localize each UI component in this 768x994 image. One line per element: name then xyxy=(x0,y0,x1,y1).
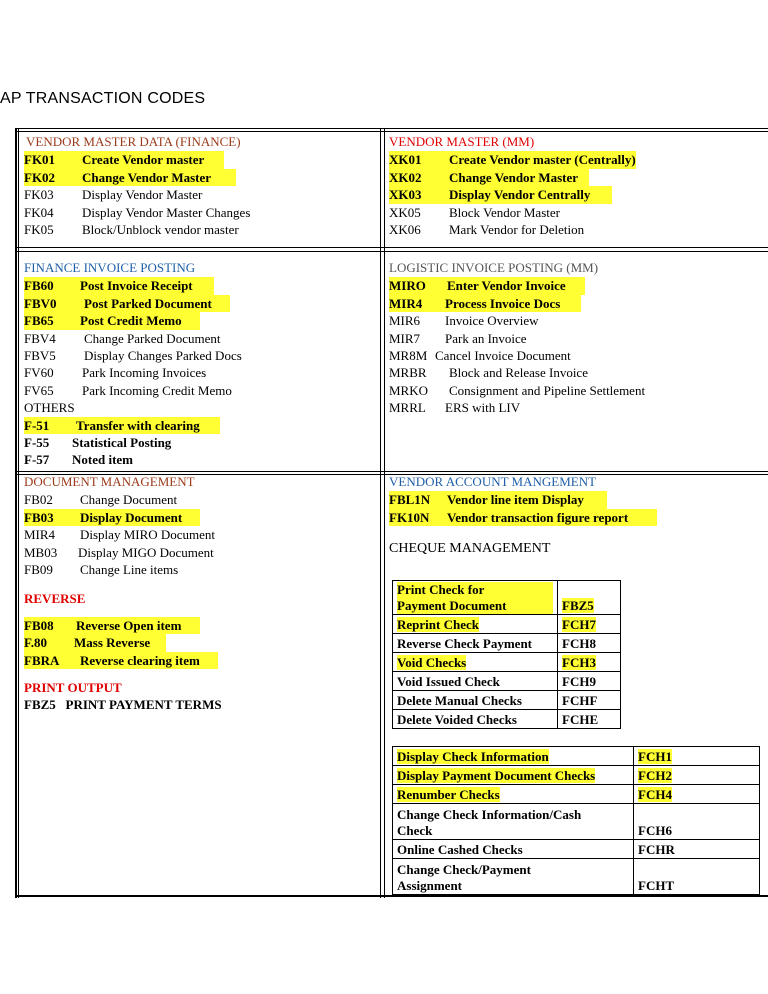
list-item: MIR7 Park an Invoice xyxy=(389,330,527,346)
cheque-table-2 xyxy=(392,746,760,895)
list-item: XK05 Block Vendor Master xyxy=(389,204,560,220)
print-line: FBZ5 PRINT PAYMENT TERMS xyxy=(24,697,222,713)
list-item: FB60 Post Invoice Receipt xyxy=(24,277,242,294)
list-item: FB08 Reverse Open item xyxy=(24,617,222,634)
page-title: AP TRANSACTION CODES xyxy=(0,90,206,107)
list-item: MRKO Consignment and Pipeline Settlement xyxy=(389,382,646,398)
list-item: F.80 Mass Reverse xyxy=(24,634,222,651)
section-vendor-master-finance xyxy=(24,133,250,238)
section-logistic-invoice-posting xyxy=(389,259,645,417)
section-header: DOCUMENT MANAGEMENT xyxy=(24,474,195,489)
table-row: Change Check/Payment Assignment FCHT xyxy=(393,859,760,895)
list-item: FV60 Park Incoming Invoices xyxy=(24,365,207,381)
list-item: MIR4 Display MIRO Document xyxy=(24,527,216,543)
table-row: Reprint Check FCH7 xyxy=(393,615,621,634)
row-divider-2 xyxy=(15,471,768,472)
row-divider-1 xyxy=(15,247,768,248)
cheque-table-1 xyxy=(392,580,621,729)
table-row: Display Payment Document Checks FCH2 xyxy=(393,766,760,785)
table-row: Print Check for Payment Document FBZ5 xyxy=(393,581,621,615)
frame-left-border-inner xyxy=(18,128,19,898)
frame-bottom-border xyxy=(15,895,768,897)
list-item: F-57 Noted item xyxy=(24,452,134,468)
list-item: MIRO Enter Vendor Invoice xyxy=(389,277,645,294)
list-item: MR8M Cancel Invoice Document xyxy=(389,347,571,363)
cheque-management-label: CHEQUE MANAGEMENT xyxy=(389,541,551,557)
section-vendor-master-mm xyxy=(389,133,636,238)
list-item: FB09 Change Line items xyxy=(24,561,179,577)
section-document-management xyxy=(24,473,222,714)
list-item: FB02 Change Document xyxy=(24,492,178,508)
table-row: Void Issued Check FCH9 xyxy=(393,672,621,691)
section-header: VENDOR MASTER (MM) xyxy=(389,134,535,149)
list-item: XK02 Change Vendor Master xyxy=(389,169,636,186)
table-row: Renumber Checks FCH4 xyxy=(393,785,760,804)
list-item: MRBR Block and Release Invoice xyxy=(389,365,588,381)
frame-top-border-inner xyxy=(15,131,768,132)
list-item: FBV4 Change Parked Document xyxy=(24,330,221,346)
list-item: FK10N Vendor transaction figure report xyxy=(389,509,657,526)
table-row: Delete Manual Checks FCHF xyxy=(393,691,621,710)
table-row: Change Check Information/Cash Check FCH6 xyxy=(393,804,760,840)
table-row: Online Cashed Checks FCHR xyxy=(393,840,760,859)
table-row: Display Check Information FCH1 xyxy=(393,747,760,766)
list-item: FK05 Block/Unblock vendor master xyxy=(24,221,239,237)
column-divider-inner xyxy=(384,128,385,898)
list-item: FV65 Park Incoming Credit Memo xyxy=(24,382,232,398)
row-divider-1-inner xyxy=(15,251,768,252)
list-item: MIR6 Invoice Overview xyxy=(389,313,539,329)
list-item: FBV5 Display Changes Parked Docs xyxy=(24,347,242,363)
reverse-label: REVERSE xyxy=(24,591,86,607)
list-item: MB03 Display MIGO Document xyxy=(24,544,214,560)
section-header: VENDOR ACCOUNT MANGEMENT xyxy=(389,474,597,489)
section-finance-invoice-posting xyxy=(24,259,242,469)
list-item: FBRA Reverse clearing item xyxy=(24,652,222,669)
list-item: FK02 Change Vendor Master xyxy=(24,169,250,186)
list-item: F-51 Transfer with clearing xyxy=(24,417,242,434)
list-item: FBV0 Post Parked Document xyxy=(24,295,242,312)
list-item: XK03 Display Vendor Centrally xyxy=(389,186,636,203)
list-item: F-55 Statistical Posting xyxy=(24,434,172,450)
list-item: XK06 Mark Vendor for Deletion xyxy=(389,221,585,237)
list-item: FB03 Display Document xyxy=(24,509,222,526)
list-item: FK03 Display Vendor Master xyxy=(24,187,203,203)
list-item: FB65 Post Credit Memo xyxy=(24,312,242,329)
others-label: OTHERS xyxy=(24,400,75,416)
table-row: Void Checks FCH3 xyxy=(393,653,621,672)
list-item: MRRL ERS with LIV xyxy=(389,400,521,416)
section-header: LOGISTIC INVOICE POSTING (MM) xyxy=(389,260,599,275)
table-row: Delete Voided Checks FCHE xyxy=(393,710,621,729)
list-item: XK01 Create Vendor master (Centrally) xyxy=(389,152,636,168)
print-output-label: PRINT OUTPUT xyxy=(24,679,122,695)
list-item: FK04 Display Vendor Master Changes xyxy=(24,204,251,220)
frame-left-border xyxy=(15,128,17,898)
table-row: Reverse Check Payment FCH8 xyxy=(393,634,621,653)
list-item: MIR4 Process Invoice Docs xyxy=(389,295,645,312)
frame-top-border xyxy=(15,128,768,129)
column-divider xyxy=(380,128,381,898)
section-header: VENDOR MASTER DATA (FINANCE) xyxy=(26,134,241,149)
section-vendor-account xyxy=(389,473,657,558)
list-item: FBL1N Vendor line item Display xyxy=(389,491,657,508)
section-header: FINANCE INVOICE POSTING xyxy=(24,260,196,275)
list-item: FK01 Create Vendor master xyxy=(24,151,250,168)
